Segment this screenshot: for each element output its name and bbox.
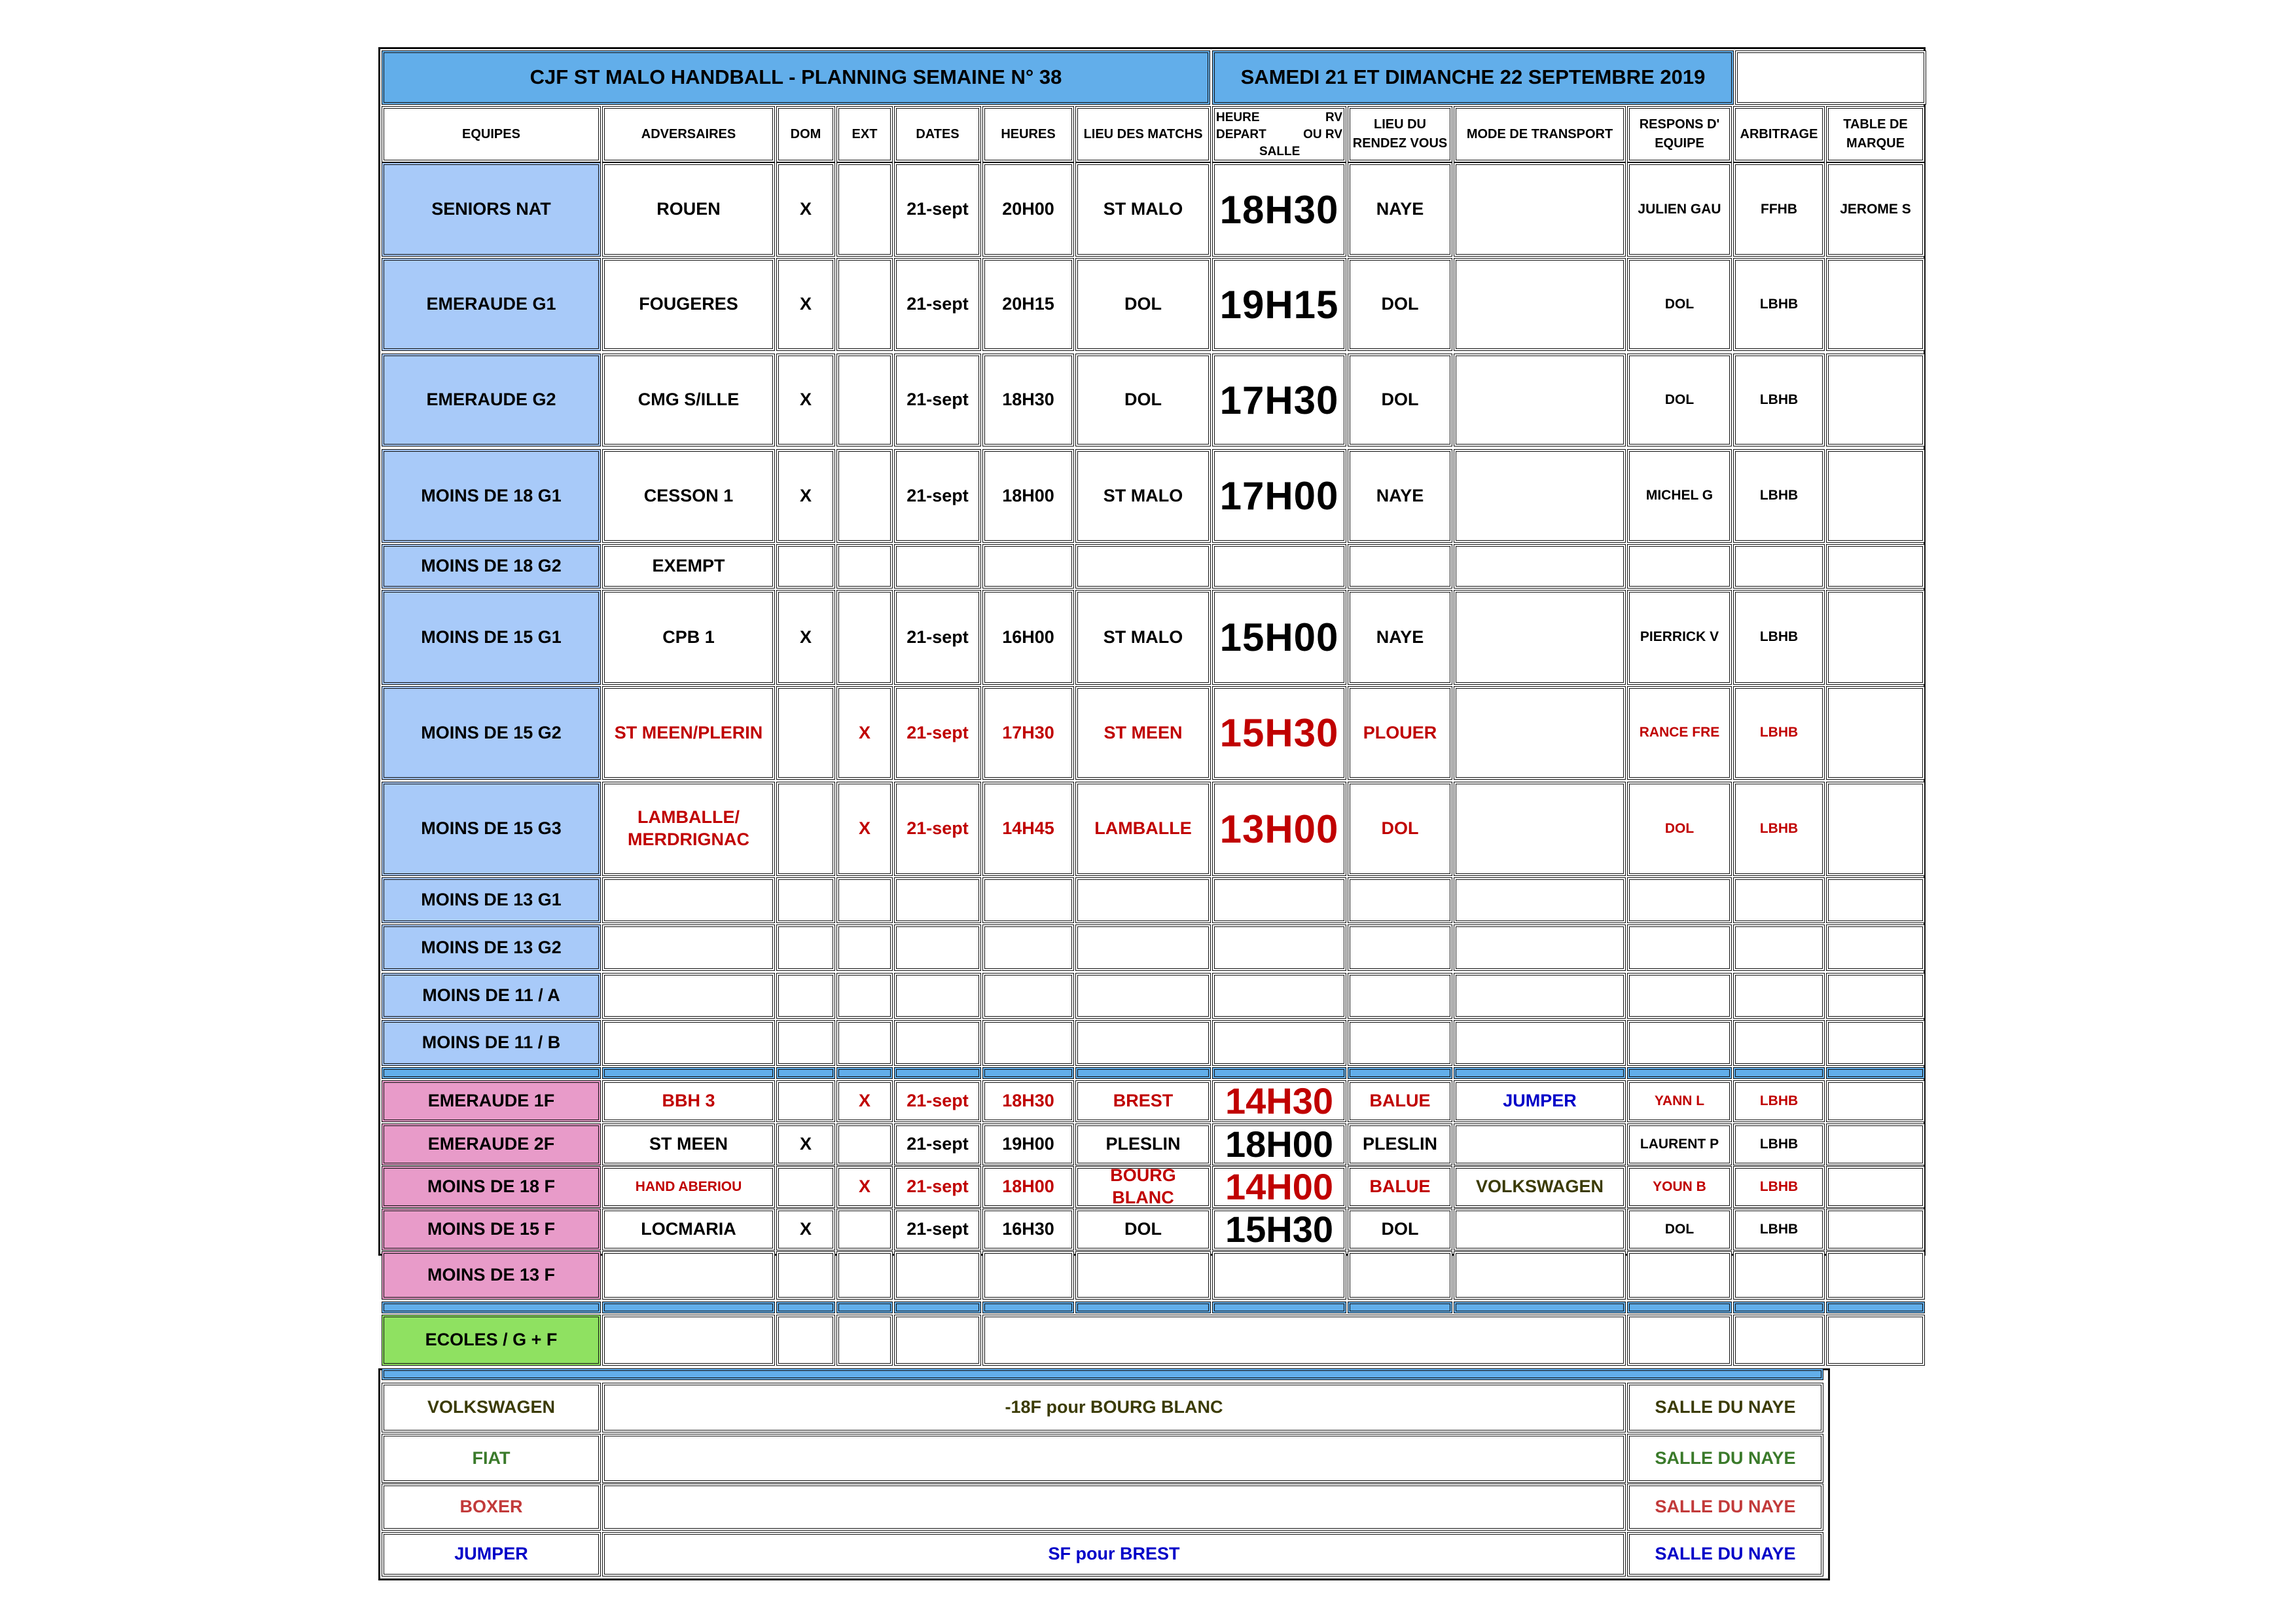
away-cell[interactable]: [836, 449, 893, 543]
team-manager-cell[interactable]: DOL: [1627, 1209, 1732, 1250]
departure-time-cell[interactable]: 13H00: [1212, 782, 1346, 876]
date-cell[interactable]: 21-sept: [894, 590, 981, 685]
away-cell[interactable]: X: [836, 1080, 893, 1122]
opponent-cell[interactable]: [602, 973, 775, 1019]
title-empty-cell: [1735, 50, 1926, 105]
match-time-cell[interactable]: [982, 877, 1074, 923]
date-cell[interactable]: [894, 924, 981, 971]
referee-cell[interactable]: [1733, 544, 1825, 589]
match-time-cell[interactable]: 18H30: [982, 354, 1074, 447]
match-venue-cell[interactable]: ST MALO: [1075, 590, 1211, 685]
transport-cell[interactable]: [1454, 877, 1626, 923]
ecoles-cell: [602, 1315, 775, 1366]
match-time-cell[interactable]: 18H30: [982, 1080, 1074, 1122]
opponent-cell[interactable]: [602, 924, 775, 971]
team-cell: MOINS DE 11 / A: [382, 973, 601, 1019]
scorer-table-cell[interactable]: JEROME S: [1826, 162, 1925, 257]
date-cell[interactable]: 21-sept: [894, 782, 981, 876]
meeting-place-cell[interactable]: NAYE: [1348, 162, 1452, 257]
home-cell[interactable]: [776, 1020, 835, 1066]
section-separator: [1075, 1067, 1211, 1079]
match-time-cell[interactable]: 18H00: [982, 1166, 1074, 1208]
heure-label: HEURE: [1216, 111, 1260, 124]
team-cell: EMERAUDE 1F: [382, 1080, 601, 1122]
team-cell: MOINS DE 18 F: [382, 1166, 601, 1208]
date-cell[interactable]: [894, 973, 981, 1019]
meeting-place-cell[interactable]: [1348, 1020, 1452, 1066]
match-venue-cell[interactable]: DOL: [1075, 258, 1211, 351]
away-cell[interactable]: [836, 1251, 893, 1300]
date-cell[interactable]: 21-sept: [894, 1080, 981, 1122]
home-cell[interactable]: [776, 1080, 835, 1122]
departure-time-cell[interactable]: 15H30: [1212, 1209, 1346, 1250]
team-manager-cell[interactable]: [1627, 973, 1732, 1019]
meeting-place-cell[interactable]: PLOUER: [1348, 686, 1452, 780]
scorer-table-cell[interactable]: [1826, 924, 1925, 971]
team-manager-cell[interactable]: PIERRICK V: [1627, 590, 1732, 685]
section-separator: [776, 1302, 835, 1313]
team-manager-cell[interactable]: JULIEN GAU: [1627, 162, 1732, 257]
section-separator: [982, 1067, 1074, 1079]
date-cell[interactable]: [894, 877, 981, 923]
opponent-cell[interactable]: [602, 877, 775, 923]
section-separator: [382, 1302, 601, 1313]
referee-cell[interactable]: LBHB: [1733, 1123, 1825, 1165]
meeting-place-cell[interactable]: NAYE: [1348, 590, 1452, 685]
match-venue-cell[interactable]: [1075, 1020, 1211, 1066]
referee-cell[interactable]: [1733, 1251, 1825, 1300]
vehicle-assignment-cell[interactable]: [602, 1484, 1626, 1531]
departure-time-cell[interactable]: 18H00: [1212, 1123, 1346, 1165]
team-cell: MOINS DE 15 G3: [382, 782, 601, 876]
section-separator: [836, 1302, 893, 1313]
meeting-place-cell[interactable]: [1348, 544, 1452, 589]
vehicle-name-cell: JUMPER: [382, 1532, 601, 1577]
match-time-cell[interactable]: 16H30: [982, 1209, 1074, 1250]
scorer-table-cell[interactable]: [1826, 590, 1925, 685]
col-dates: DATES: [894, 106, 981, 162]
col-ext: EXT: [836, 106, 893, 162]
transport-cell[interactable]: [1454, 449, 1626, 543]
match-time-cell[interactable]: [982, 1251, 1074, 1300]
col-heures: HEURES: [982, 106, 1074, 162]
match-venue-cell[interactable]: PLESLIN: [1075, 1123, 1211, 1165]
away-cell[interactable]: [836, 1020, 893, 1066]
scorer-table-cell[interactable]: [1826, 354, 1925, 447]
col-heure-depart: [1212, 106, 1346, 162]
match-time-cell[interactable]: 20H00: [982, 162, 1074, 257]
departure-time-cell[interactable]: 14H00: [1212, 1166, 1346, 1208]
match-venue-cell[interactable]: [1075, 924, 1211, 971]
team-cell: MOINS DE 18 G1: [382, 449, 601, 543]
home-cell[interactable]: X: [776, 258, 835, 351]
opponent-cell[interactable]: ST MEEN/PLERIN: [602, 686, 775, 780]
departure-time-cell[interactable]: [1212, 1251, 1346, 1300]
opponent-cell[interactable]: ROUEN: [602, 162, 775, 257]
home-cell[interactable]: [776, 1166, 835, 1208]
col-dom: DOM: [776, 106, 835, 162]
transport-cell[interactable]: [1454, 1251, 1626, 1300]
referee-cell[interactable]: LBHB: [1733, 590, 1825, 685]
section-separator: [836, 1067, 893, 1079]
meeting-place-cell[interactable]: PLESLIN: [1348, 1123, 1452, 1165]
home-cell[interactable]: [776, 544, 835, 589]
departure-time-cell[interactable]: 15H00: [1212, 590, 1346, 685]
scorer-table-cell[interactable]: [1826, 877, 1925, 923]
home-cell[interactable]: [776, 782, 835, 876]
away-cell[interactable]: X: [836, 686, 893, 780]
referee-cell[interactable]: FFHB: [1733, 162, 1825, 257]
ecoles-cell: [776, 1315, 835, 1366]
vehicle-assignment-cell[interactable]: SF pour BREST: [602, 1532, 1626, 1577]
section-separator: [982, 1302, 1074, 1313]
away-cell[interactable]: [836, 162, 893, 257]
team-manager-cell[interactable]: [1627, 924, 1732, 971]
referee-cell[interactable]: LBHB: [1733, 1209, 1825, 1250]
match-venue-cell[interactable]: [1075, 544, 1211, 589]
departure-time-cell[interactable]: [1212, 544, 1346, 589]
weekend-dates: SAMEDI 21 ET DIMANCHE 22 SEPTEMBRE 2019: [1212, 50, 1734, 105]
vehicle-name-cell: FIAT: [382, 1434, 601, 1483]
referee-cell[interactable]: [1733, 877, 1825, 923]
date-cell[interactable]: [894, 1020, 981, 1066]
away-cell[interactable]: [836, 1123, 893, 1165]
away-cell[interactable]: [836, 1209, 893, 1250]
scorer-table-cell[interactable]: [1826, 782, 1925, 876]
team-manager-cell[interactable]: [1627, 1251, 1732, 1300]
match-venue-cell[interactable]: ST MALO: [1075, 162, 1211, 257]
ecoles-cell: [836, 1315, 893, 1366]
team-cell: SENIORS NAT: [382, 162, 601, 257]
date-cell[interactable]: 21-sept: [894, 686, 981, 780]
vehicle-place-cell: SALLE DU NAYE: [1627, 1484, 1823, 1531]
team-cell: MOINS DE 13 G1: [382, 877, 601, 923]
scorer-table-cell[interactable]: [1826, 258, 1925, 351]
home-cell[interactable]: [776, 973, 835, 1019]
opponent-cell[interactable]: EXEMPT: [602, 544, 775, 589]
opponent-cell[interactable]: LOCMARIA: [602, 1209, 775, 1250]
home-cell[interactable]: X: [776, 449, 835, 543]
transport-cell[interactable]: [1454, 1123, 1626, 1165]
away-cell[interactable]: [836, 544, 893, 589]
home-cell[interactable]: [776, 924, 835, 971]
referee-cell[interactable]: LBHB: [1733, 782, 1825, 876]
section-separator: [1075, 1302, 1211, 1313]
section-separator: [1733, 1067, 1825, 1079]
section-separator: [1627, 1067, 1732, 1079]
team-cell: EMERAUDE G2: [382, 354, 601, 447]
home-cell[interactable]: X: [776, 1123, 835, 1165]
heure-depart-header: [1215, 109, 1344, 160]
date-cell[interactable]: 21-sept: [894, 162, 981, 257]
section-separator: [1212, 1067, 1346, 1079]
referee-cell[interactable]: LBHB: [1733, 686, 1825, 780]
date-cell[interactable]: 21-sept: [894, 354, 981, 447]
match-venue-cell[interactable]: LAMBALLE: [1075, 782, 1211, 876]
ecoles-wide-cell: [982, 1315, 1626, 1366]
section-separator: [602, 1067, 775, 1079]
ecoles-cell: [894, 1315, 981, 1366]
team-manager-cell[interactable]: DOL: [1627, 354, 1732, 447]
section-separator: [894, 1067, 981, 1079]
date-cell[interactable]: 21-sept: [894, 258, 981, 351]
transport-cell[interactable]: [1454, 686, 1626, 780]
col-respons: RESPONS D' EQUIPE: [1627, 106, 1732, 162]
team-manager-cell[interactable]: YANN L: [1627, 1080, 1732, 1122]
vehicle-place-cell: SALLE DU NAYE: [1627, 1532, 1823, 1577]
home-cell[interactable]: X: [776, 1209, 835, 1250]
match-time-cell[interactable]: 18H00: [982, 449, 1074, 543]
vehicle-name-cell: BOXER: [382, 1484, 601, 1531]
scorer-table-cell[interactable]: [1826, 1123, 1925, 1165]
section-separator: [382, 1067, 601, 1079]
team-manager-cell[interactable]: DOL: [1627, 782, 1732, 876]
departure-time-cell[interactable]: [1212, 924, 1346, 971]
scorer-table-cell[interactable]: [1826, 973, 1925, 1019]
transport-cell[interactable]: [1454, 544, 1626, 589]
away-cell[interactable]: [836, 877, 893, 923]
scorer-table-cell[interactable]: [1826, 686, 1925, 780]
col-lieu-matchs: LIEU DES MATCHS: [1075, 106, 1211, 162]
planning-title: CJF ST MALO HANDBALL - PLANNING SEMAINE N° 38: [382, 50, 1210, 105]
meeting-place-cell[interactable]: BALUE: [1348, 1166, 1452, 1208]
match-time-cell[interactable]: [982, 973, 1074, 1019]
away-cell[interactable]: [836, 354, 893, 447]
meeting-place-cell[interactable]: DOL: [1348, 782, 1452, 876]
referee-cell[interactable]: [1733, 1020, 1825, 1066]
transport-cell[interactable]: [1454, 590, 1626, 685]
team-cell: MOINS DE 11 / B: [382, 1020, 601, 1066]
referee-cell[interactable]: LBHB: [1733, 449, 1825, 543]
opponent-cell[interactable]: HAND ABERIOU: [602, 1166, 775, 1208]
team-cell: EMERAUDE G1: [382, 258, 601, 351]
date-cell[interactable]: 21-sept: [894, 1209, 981, 1250]
departure-time-cell[interactable]: 17H00: [1212, 449, 1346, 543]
away-cell[interactable]: [836, 973, 893, 1019]
departure-time-cell[interactable]: 18H30: [1212, 162, 1346, 257]
match-time-cell[interactable]: [982, 544, 1074, 589]
referee-cell[interactable]: LBHB: [1733, 1080, 1825, 1122]
transport-cell[interactable]: [1454, 973, 1626, 1019]
section-separator: [1212, 1302, 1346, 1313]
team-cell: MOINS DE 15 G2: [382, 686, 601, 780]
match-venue-cell[interactable]: BOURG BLANC: [1075, 1166, 1211, 1208]
referee-cell[interactable]: [1733, 973, 1825, 1019]
section-separator: [602, 1302, 775, 1313]
team-manager-cell[interactable]: LAURENT P: [1627, 1123, 1732, 1165]
match-time-cell[interactable]: 14H45: [982, 782, 1074, 876]
match-time-cell[interactable]: 17H30: [982, 686, 1074, 780]
team-cell: MOINS DE 18 G2: [382, 544, 601, 589]
transport-cell[interactable]: [1454, 782, 1626, 876]
rv-label: RV: [1325, 111, 1342, 124]
ecoles-cell: [1627, 1315, 1732, 1366]
scorer-table-cell[interactable]: [1826, 1080, 1925, 1122]
vehicle-name-cell: VOLKSWAGEN: [382, 1383, 601, 1432]
depart-label: DEPART: [1216, 128, 1266, 141]
home-cell[interactable]: X: [776, 590, 835, 685]
scorer-table-cell[interactable]: [1826, 449, 1925, 543]
away-cell[interactable]: X: [836, 782, 893, 876]
transport-cell[interactable]: [1454, 1209, 1626, 1250]
away-cell[interactable]: [836, 258, 893, 351]
transport-cell[interactable]: VOLKSWAGEN: [1454, 1166, 1626, 1208]
meeting-place-cell[interactable]: [1348, 973, 1452, 1019]
meeting-place-cell[interactable]: [1348, 924, 1452, 971]
team-manager-cell[interactable]: [1627, 544, 1732, 589]
date-cell[interactable]: 21-sept: [894, 449, 981, 543]
match-venue-cell[interactable]: DOL: [1075, 1209, 1211, 1250]
team-manager-cell[interactable]: DOL: [1627, 258, 1732, 351]
opponent-cell[interactable]: [602, 1251, 775, 1300]
team-manager-cell[interactable]: [1627, 877, 1732, 923]
opponent-cell[interactable]: BBH 3: [602, 1080, 775, 1122]
salle-label: SALLE: [1259, 145, 1300, 158]
match-venue-cell[interactable]: [1075, 1251, 1211, 1300]
departure-time-cell[interactable]: [1212, 1020, 1346, 1066]
opponent-cell[interactable]: [602, 1020, 775, 1066]
scorer-table-cell[interactable]: [1826, 1251, 1925, 1300]
date-cell[interactable]: 21-sept: [894, 1123, 981, 1165]
away-cell[interactable]: X: [836, 1166, 893, 1208]
team-cell: MOINS DE 13 F: [382, 1251, 601, 1300]
scorer-table-cell[interactable]: [1826, 1166, 1925, 1208]
team-cell: EMERAUDE 2F: [382, 1123, 601, 1165]
section-separator: [776, 1067, 835, 1079]
team-manager-cell[interactable]: YOUN B: [1627, 1166, 1732, 1208]
away-cell[interactable]: [836, 590, 893, 685]
opponent-cell[interactable]: ST MEEN: [602, 1123, 775, 1165]
col-equipes: EQUIPES: [382, 106, 601, 162]
vehicle-assignment-cell[interactable]: [602, 1434, 1626, 1483]
home-cell[interactable]: [776, 686, 835, 780]
col-table-marque: TABLE DE MARQUE: [1826, 106, 1925, 162]
departure-time-cell[interactable]: 17H30: [1212, 354, 1346, 447]
ou-rv-label: OU RV: [1303, 128, 1342, 141]
opponent-cell[interactable]: CESSON 1: [602, 449, 775, 543]
match-venue-cell[interactable]: DOL: [1075, 354, 1211, 447]
departure-time-cell[interactable]: 14H30: [1212, 1080, 1346, 1122]
section-separator: [1733, 1302, 1825, 1313]
transport-cell[interactable]: [1454, 162, 1626, 257]
transport-cell[interactable]: [1454, 924, 1626, 971]
vehicle-section-separator: [382, 1368, 1823, 1380]
match-time-cell[interactable]: [982, 924, 1074, 971]
match-venue-cell[interactable]: ST MEEN: [1075, 686, 1211, 780]
meeting-place-cell[interactable]: DOL: [1348, 1209, 1452, 1250]
match-venue-cell[interactable]: BREST: [1075, 1080, 1211, 1122]
meeting-place-cell[interactable]: [1348, 1251, 1452, 1300]
departure-time-cell[interactable]: [1212, 973, 1346, 1019]
scorer-table-cell[interactable]: [1826, 1020, 1925, 1066]
team-manager-cell[interactable]: [1627, 1020, 1732, 1066]
vehicle-place-cell: SALLE DU NAYE: [1627, 1434, 1823, 1483]
home-cell[interactable]: X: [776, 162, 835, 257]
col-adversaires: ADVERSAIRES: [602, 106, 775, 162]
referee-cell[interactable]: [1733, 924, 1825, 971]
referee-cell[interactable]: LBHB: [1733, 258, 1825, 351]
team-cell: MOINS DE 13 G2: [382, 924, 601, 971]
referee-cell[interactable]: LBHB: [1733, 1166, 1825, 1208]
scorer-table-cell[interactable]: [1826, 1209, 1925, 1250]
transport-cell[interactable]: JUMPER: [1454, 1080, 1626, 1122]
meeting-place-cell[interactable]: NAYE: [1348, 449, 1452, 543]
meeting-place-cell[interactable]: BALUE: [1348, 1080, 1452, 1122]
team-manager-cell[interactable]: RANCE FRE: [1627, 686, 1732, 780]
scorer-table-cell[interactable]: [1826, 544, 1925, 589]
referee-cell[interactable]: LBHB: [1733, 354, 1825, 447]
team-manager-cell[interactable]: MICHEL G: [1627, 449, 1732, 543]
opponent-cell[interactable]: CPB 1: [602, 590, 775, 685]
col-mode-transport: MODE DE TRANSPORT: [1454, 106, 1626, 162]
section-separator: [1826, 1302, 1925, 1313]
opponent-cell[interactable]: FOUGERES: [602, 258, 775, 351]
col-lieu-rdv: LIEU DU RENDEZ VOUS: [1348, 106, 1452, 162]
home-cell[interactable]: X: [776, 354, 835, 447]
section-separator: [1826, 1067, 1925, 1079]
meeting-place-cell[interactable]: DOL: [1348, 354, 1452, 447]
transport-cell[interactable]: [1454, 1020, 1626, 1066]
match-time-cell[interactable]: 16H00: [982, 590, 1074, 685]
home-cell[interactable]: [776, 1251, 835, 1300]
home-cell[interactable]: [776, 877, 835, 923]
section-separator: [1627, 1302, 1732, 1313]
meeting-place-cell[interactable]: [1348, 877, 1452, 923]
match-venue-cell[interactable]: [1075, 973, 1211, 1019]
meeting-place-cell[interactable]: DOL: [1348, 258, 1452, 351]
team-cell: MOINS DE 15 G1: [382, 590, 601, 685]
ecoles-team-cell: ECOLES / G + F: [382, 1315, 601, 1366]
match-time-cell[interactable]: [982, 1020, 1074, 1066]
transport-cell[interactable]: [1454, 354, 1626, 447]
team-cell: MOINS DE 15 F: [382, 1209, 601, 1250]
opponent-cell[interactable]: LAMBALLE/ MERDRIGNAC: [602, 782, 775, 876]
match-time-cell[interactable]: 20H15: [982, 258, 1074, 351]
date-cell[interactable]: [894, 1251, 981, 1300]
vehicle-assignment-cell[interactable]: -18F pour BOURG BLANC: [602, 1383, 1626, 1432]
section-separator: [1454, 1067, 1626, 1079]
ecoles-cell: [1826, 1315, 1925, 1366]
departure-time-cell[interactable]: 15H30: [1212, 686, 1346, 780]
match-venue-cell[interactable]: [1075, 877, 1211, 923]
col-arbitrage: ARBITRAGE: [1733, 106, 1825, 162]
ecoles-cell: [1733, 1315, 1825, 1366]
departure-time-cell[interactable]: 19H15: [1212, 258, 1346, 351]
departure-time-cell[interactable]: [1212, 877, 1346, 923]
match-time-cell[interactable]: 19H00: [982, 1123, 1074, 1165]
section-separator: [1454, 1302, 1626, 1313]
transport-cell[interactable]: [1454, 258, 1626, 351]
match-venue-cell[interactable]: ST MALO: [1075, 449, 1211, 543]
date-cell[interactable]: [894, 544, 981, 589]
opponent-cell[interactable]: CMG S/ILLE: [602, 354, 775, 447]
section-separator: [894, 1302, 981, 1313]
section-separator: [1348, 1067, 1452, 1079]
vehicle-place-cell: SALLE DU NAYE: [1627, 1383, 1823, 1432]
date-cell[interactable]: 21-sept: [894, 1166, 981, 1208]
away-cell[interactable]: [836, 924, 893, 971]
section-separator: [1348, 1302, 1452, 1313]
